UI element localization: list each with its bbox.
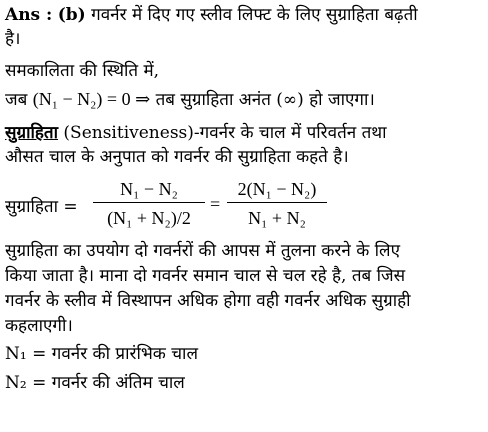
definition-term: सुग्राहिता xyxy=(5,123,59,143)
usage-text-2: किया जाता है। माना दो गवर्नर समान चाल से चल रहे है, तब जिस xyxy=(5,266,406,286)
condition-prefix: जब xyxy=(5,90,28,110)
answer-line-1 xyxy=(5,4,418,26)
fraction-2-numerator: 2(N₁ − N₂) xyxy=(237,179,317,199)
usage-text-3: गवर्नर के स्लीव में विस्थापन अधिक होगा वही गवर्नर अधिक सुग्राही xyxy=(5,291,411,311)
definition-line-2 xyxy=(5,146,349,168)
definition-n1 xyxy=(5,343,198,365)
fraction-1-denominator: (N₁ + N₂)/2 xyxy=(107,208,191,228)
n1-definition-text: N₁ = गवर्नर की प्रारंभिक चाल xyxy=(5,344,198,364)
n2-definition-text: N₂ = गवर्नर की अंतिम चाल xyxy=(5,373,185,393)
condition-math: (N₁ − N₂) = 0 ⇒ xyxy=(32,89,151,109)
formula-lhs: सुग्राहिता = xyxy=(5,197,78,217)
definition-text-2: औसत चाल के अनुपात को गवर्नर की सुग्राहिता कहते है। xyxy=(5,147,349,167)
formula-fraction-2 xyxy=(227,176,327,231)
definition-line-1 xyxy=(5,122,387,144)
usage-line-2 xyxy=(5,265,405,287)
definition-rest: (Sensitiveness)-गवर्नर के चाल में परिवर्तन तथा xyxy=(63,123,387,143)
condition-suffix: तब सुग्राहिता अनंत (∞) हो जाएगा। xyxy=(155,90,375,110)
formula-equals: = xyxy=(210,194,221,214)
isochronism-text: समकालिता की स्थिति में, xyxy=(5,61,160,81)
fraction-1-numerator: N₁ − N₂ xyxy=(120,179,178,199)
usage-line-3 xyxy=(5,290,411,312)
definition-n2 xyxy=(5,372,185,394)
answer-option: (b) xyxy=(57,5,86,25)
isochronism-line xyxy=(5,60,159,82)
usage-line-1 xyxy=(5,240,400,262)
answer-text-2: है। xyxy=(5,29,21,49)
usage-line-4 xyxy=(5,315,73,337)
usage-text-1: सुग्राहिता का उपयोग दो गवर्नरों की आपस में तुलना करने के लिए xyxy=(5,241,400,261)
fraction-2-denominator: N₁ + N₂ xyxy=(248,208,306,228)
answer-text-1: गवर्नर में दिए गए स्लीव लिफ्ट के लिए सुग्राहिता बढ़ती xyxy=(91,5,418,25)
usage-text-4: कहलाएगी। xyxy=(5,316,73,336)
isochronism-condition xyxy=(5,88,375,111)
answer-line-2 xyxy=(5,28,20,50)
answer-label: Ans : xyxy=(5,5,53,25)
formula-fraction-1 xyxy=(93,176,205,231)
sensitiveness-formula xyxy=(5,176,345,236)
